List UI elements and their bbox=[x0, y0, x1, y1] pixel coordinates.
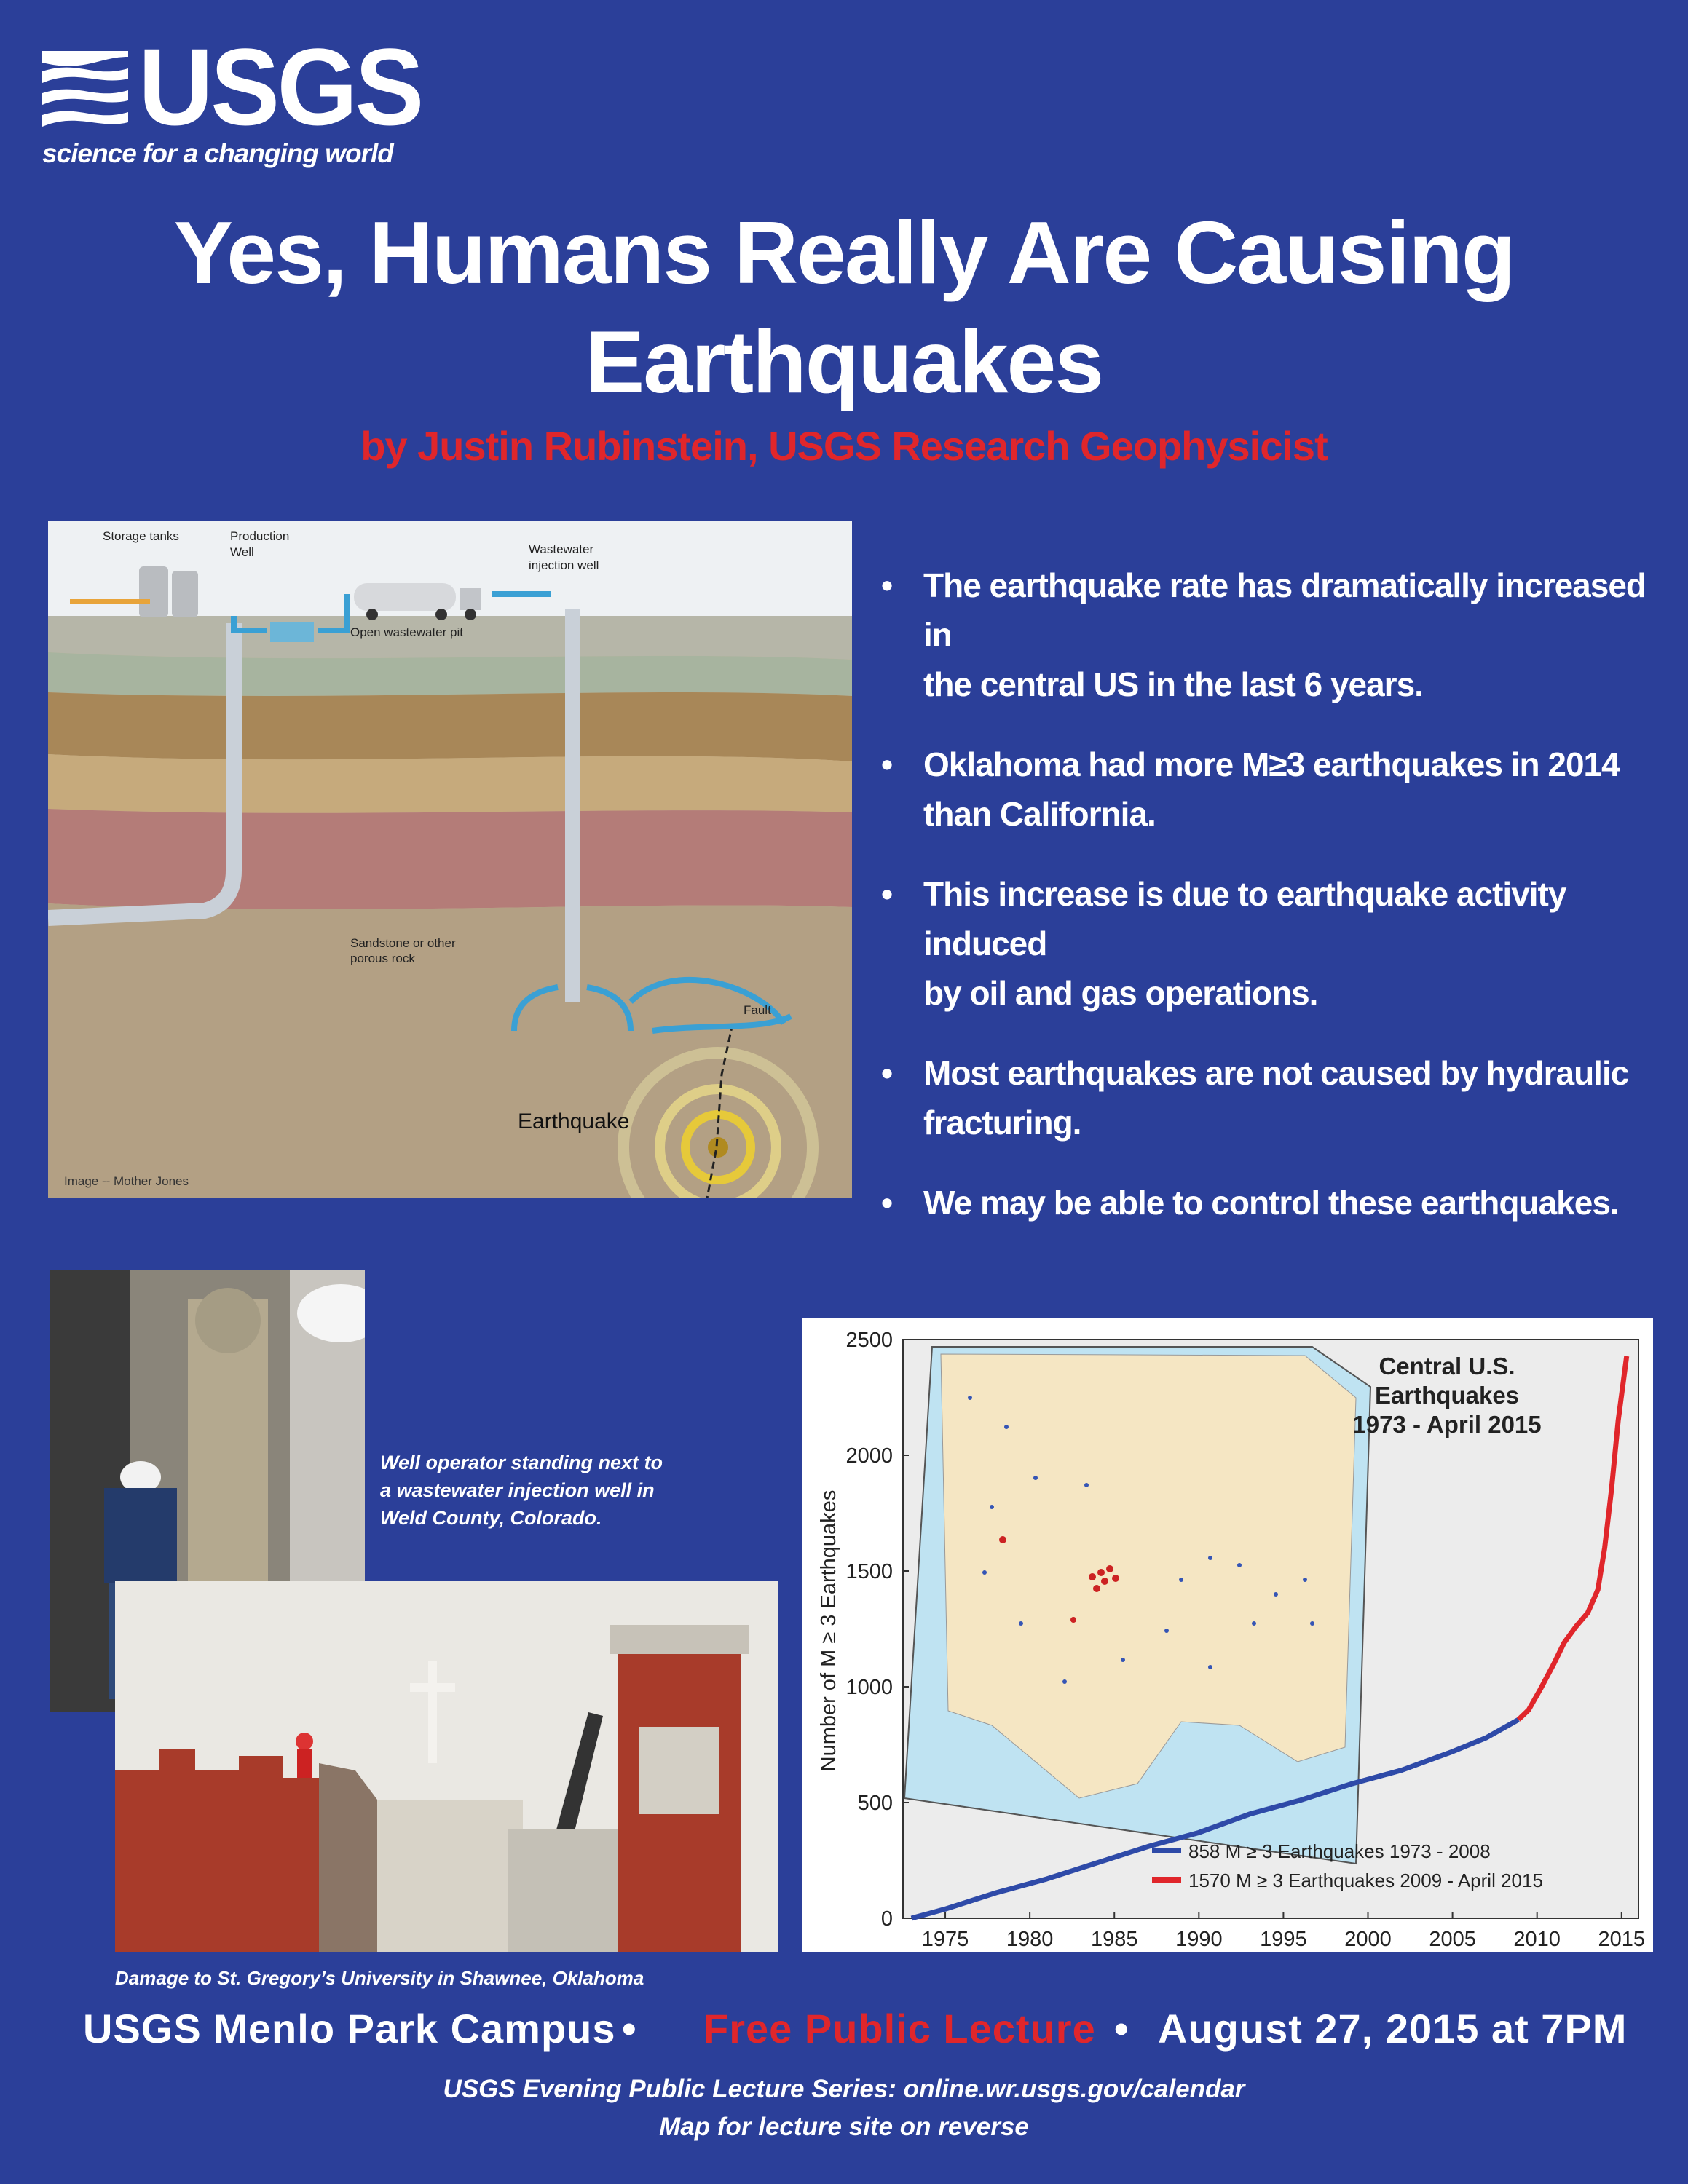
bullet-2: • Oklahoma had more M≥3 earthquakes in 2014 than California. bbox=[881, 740, 1653, 839]
y-tick-2000: 2000 bbox=[845, 1444, 893, 1468]
x-tick-2005: 2005 bbox=[1429, 1928, 1476, 1951]
bullet-1: • The earthquake rate has dramatically increased in the central US in the last 6 years. bbox=[881, 561, 1653, 709]
green-layer bbox=[48, 652, 852, 696]
bullet-5: • We may be able to control these earthquakes. bbox=[881, 1178, 1653, 1227]
map-note: Map for lecture site on reverse bbox=[659, 2113, 1029, 2141]
usgs-wave-icon bbox=[42, 45, 128, 132]
label-production-1: Production bbox=[230, 529, 290, 543]
chart-title-line-3: 1973 - April 2015 bbox=[1352, 1411, 1542, 1438]
y-tick-2500: 2500 bbox=[845, 1329, 893, 1352]
lecture-label: Free Public Lecture bbox=[703, 2006, 1096, 2052]
footer-bullet-1: • bbox=[622, 2006, 637, 2052]
x-tick-2000: 2000 bbox=[1344, 1928, 1392, 1951]
y-tick-1000: 1000 bbox=[845, 1676, 893, 1699]
y-tick-500: 500 bbox=[857, 1792, 893, 1815]
date-label: August 27, 2015 at 7PM bbox=[1158, 2006, 1628, 2052]
x-tick-1975: 1975 bbox=[921, 1928, 969, 1951]
diagram-graphic bbox=[48, 521, 852, 1198]
campus-label: USGS Menlo Park Campus bbox=[83, 2006, 616, 2052]
usgs-logo bbox=[42, 25, 422, 169]
university-damage-graphic bbox=[115, 1581, 778, 1952]
chart-title-line-2: Earthquakes bbox=[1374, 1382, 1520, 1409]
label-production-2: Well bbox=[230, 545, 254, 559]
label-sandstone-1: Sandstone or other bbox=[350, 936, 456, 950]
bullet-3: • This increase is due to earthquake activity induced by oil and gas operations. bbox=[881, 869, 1653, 1018]
logo-wordmark: USGS bbox=[138, 25, 422, 148]
label-fault: Fault bbox=[744, 1003, 771, 1017]
page-title bbox=[0, 198, 1688, 416]
label-sandstone-2: porous rock bbox=[350, 951, 415, 965]
chart-title-line-1: Central U.S. bbox=[1379, 1353, 1515, 1380]
photo1-caption: Well operator standing next to a wastewater injection well in Weld County, Colorado. bbox=[380, 1452, 663, 1529]
tan-layer bbox=[48, 754, 852, 813]
x-tick-1985: 1985 bbox=[1090, 1928, 1138, 1951]
x-tick-1990: 1990 bbox=[1175, 1928, 1223, 1951]
label-earthquake: Earthquake bbox=[518, 1109, 630, 1133]
x-tick-2010: 2010 bbox=[1513, 1928, 1561, 1951]
legend-label-2: 1570 M ≥ 3 Earthquakes 2009 - April 2015 bbox=[1188, 1870, 1543, 1891]
earthquake-chart bbox=[802, 1318, 1653, 1952]
image-credit: Image -- Mother Jones bbox=[64, 1174, 189, 1188]
chart-svg bbox=[802, 1318, 1653, 1952]
x-tick-1980: 1980 bbox=[1006, 1928, 1054, 1951]
injection-well-diagram bbox=[48, 521, 852, 1198]
label-injection-1: Wastewater bbox=[529, 542, 594, 556]
title-line-1: Yes, Humans Really Are Causing bbox=[173, 203, 1515, 302]
key-points-list bbox=[881, 561, 1653, 1258]
wastewater-pit bbox=[270, 622, 314, 642]
brown-layer bbox=[48, 692, 852, 761]
bullet-4: • Most earthquakes are not caused by hydraulic fracturing. bbox=[881, 1048, 1653, 1147]
title-line-2: Earthquakes bbox=[585, 312, 1103, 411]
university-damage-photo bbox=[115, 1581, 778, 1952]
legend-label-1: 858 M ≥ 3 Earthquakes 1973 - 2008 bbox=[1188, 1840, 1491, 1862]
byline: by Justin Rubinstein, USGS Research Geophysicist bbox=[360, 423, 1328, 469]
x-tick-2015: 2015 bbox=[1598, 1928, 1646, 1951]
footer-bullet-2: • bbox=[1114, 2006, 1129, 2052]
shale-layer bbox=[48, 809, 852, 909]
label-pit: Open wastewater pit bbox=[350, 625, 463, 639]
y-axis-label: Number of M ≥ 3 Earthquakes bbox=[817, 1489, 840, 1772]
label-injection-2: injection well bbox=[529, 558, 599, 572]
label-storage-tanks: Storage tanks bbox=[103, 529, 179, 543]
lecture-series-line: USGS Evening Public Lecture Series: online.wr.usgs.gov/calendar bbox=[443, 2075, 1245, 2103]
y-tick-0: 0 bbox=[880, 1907, 893, 1931]
y-tick-1500: 1500 bbox=[845, 1560, 893, 1583]
x-tick-1995: 1995 bbox=[1260, 1928, 1307, 1951]
footer-info-row bbox=[0, 2005, 1688, 2063]
logo-tagline: science for a changing world bbox=[42, 138, 393, 168]
photo2-caption: Damage to St. Gregory’s University in Shawnee, Oklahoma bbox=[115, 1967, 644, 1989]
chart-title bbox=[1352, 1353, 1541, 1438]
